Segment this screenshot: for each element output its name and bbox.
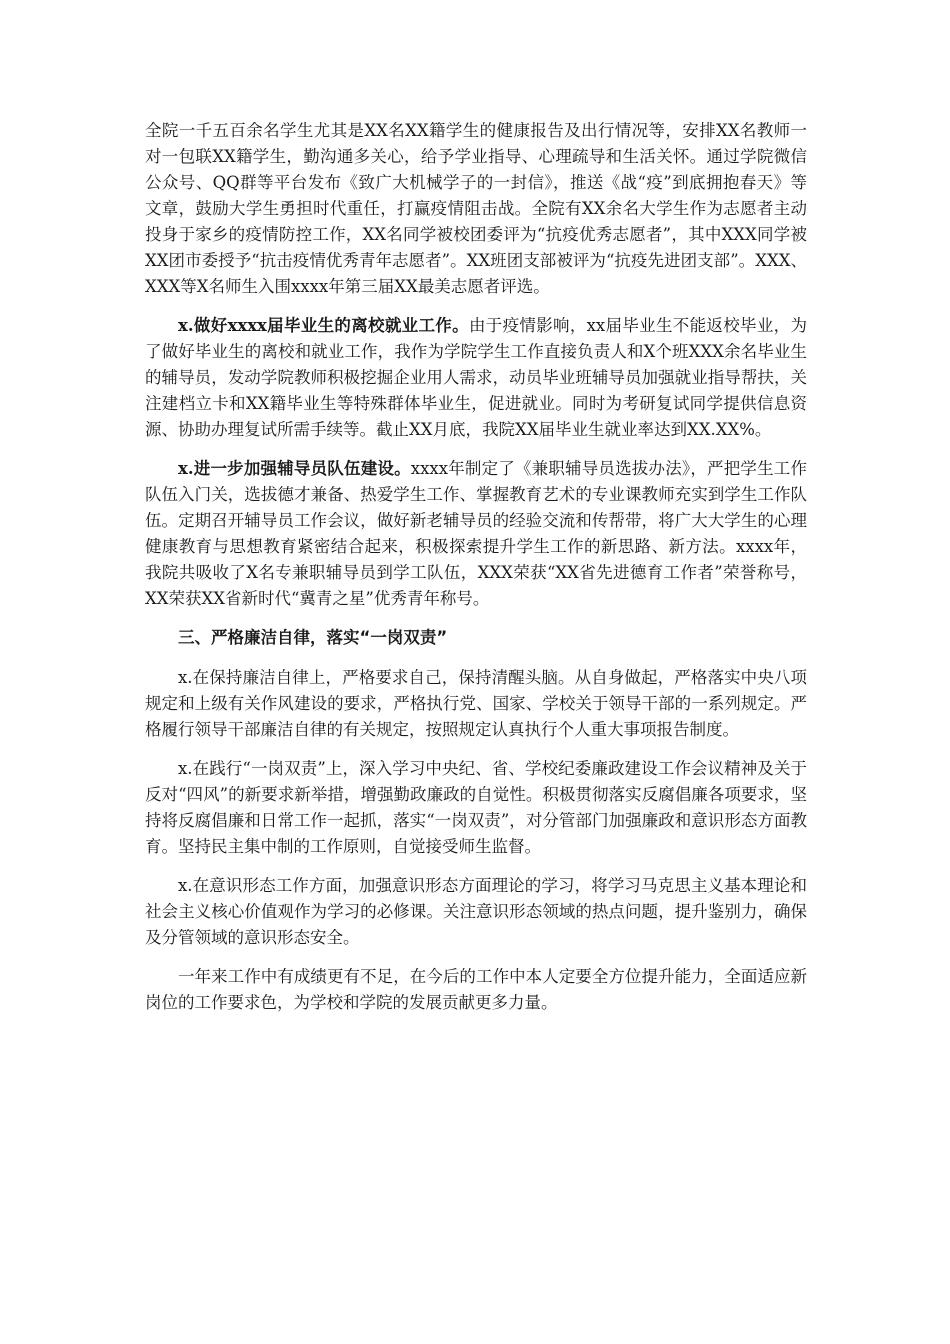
paragraph-graduate-employment (145, 313, 807, 443)
paragraph-dual-responsibility (145, 756, 807, 860)
paragraph-self-discipline (145, 665, 807, 743)
paragraph-lead: x.进一步加强辅导员队伍建设。 (178, 459, 411, 478)
paragraph-conclusion (145, 964, 807, 1016)
paragraph-counselor-team (145, 456, 807, 612)
paragraph-text: x.在意识形态工作方面，加强意识形态方面理论的学习，将学习马克思主义基本理论和社会主义核心价值观作为学习的必修课。关注意识形态领域的热点问题，提升鉴别力，确保及分管领域的意识形态安全。 (145, 876, 807, 947)
paragraph-ideology (145, 873, 807, 951)
document-page (145, 118, 807, 1029)
paragraph-epidemic-care (145, 118, 807, 300)
section-heading: 三、严格廉洁自律，落实“一岗双责” (178, 628, 448, 647)
paragraph-text: 由于疫情影响，xx届毕业生不能返校毕业，为了做好毕业生的离校和就业工作，我作为学院学生工作直接负责人和X个班XXX余名毕业生的辅导员，发动学院教师积极挖掘企业用人需求，动员毕业班辅导员加强就业指导帮扶，关注建档立卡和XX籍毕业生等特殊群体毕业生，促进就业。同时为考研复试同学提供信息资源、协助办理复试所需手续等。截止XX月底，我院XX届毕业生就业率达到XX.XX%。 (145, 316, 807, 439)
paragraph-text: xxxx年制定了《兼职辅导员选拔办法》，严把学生工作队伍入门关，选拔德才兼备、热爱学生工作、掌握教育艺术的专业课教师充实到学生工作队伍。定期召开辅导员工作会议，做好新老辅导员的经验交流和传帮带，将广大大学生的心理健康教育与思想教育紧密结合起来，积极探索提升学生工作的新思路、新方法。xxxx年，我院共吸收了X名专兼职辅导员到学工队伍，XXX荣获“XX省先进德育工作者”荣誉称号，XX荣获XX省新时代“冀青之星”优秀青年称号。 (145, 459, 807, 608)
paragraph-text: x.在践行“一岗双责”上，深入学习中央纪、省、学校纪委廉政建设工作会议精神及关于反对“四风”的新要求新举措，增强勤政廉政的自觉性。积极贯彻落实反腐倡廉各项要求，坚持将反腐倡廉和日常工作一起抓，落实“一岗双责”，对分管部门加强廉政和意识形态方面教育。坚持民主集中制的工作原则，自觉接受师生监督。 (145, 759, 807, 856)
paragraph-text: 一年来工作中有成绩更有不足，在今后的工作中本人定要全方位提升能力，全面适应新岗位的工作要求色，为学校和学院的发展贡献更多力量。 (145, 967, 807, 1012)
paragraph-lead: x.做好xxxx届毕业生的离校就业工作。 (178, 316, 469, 335)
paragraph-text: x.在保持廉洁自律上，严格要求自己，保持清醒头脑。从自身做起，严格落实中央八项规定和上级有关作风建设的要求，严格执行党、国家、学校关于领导干部的一系列规定。严格履行领导干部廉洁自律的有关规定，按照规定认真执行个人重大事项报告制度。 (145, 668, 807, 739)
paragraph-text: 全院一千五百余名学生尤其是XX名XX籍学生的健康报告及出行情况等，安排XX名教师一对一包联XX籍学生，勤沟通多关心，给予学业指导、心理疏导和生活关怀。通过学院微信公众号、QQ群等平台发布《致广大机械学子的一封信》，推送《战“疫”到底拥抱春天》等文章，鼓励大学生勇担时代重任，打赢疫情阻击战。全院有XX余名大学生作为志愿者主动投身于家乡的疫情防控工作，XX名同学被校团委评为“抗疫优秀志愿者”，其中XXX同学被XX团市委授予“抗击疫情优秀青年志愿者”。XX班团支部被评为“抗疫先进团支部”。XXX、XXX等X名师生入围xxxx年第三届XX最美志愿者评选。 (145, 121, 807, 296)
